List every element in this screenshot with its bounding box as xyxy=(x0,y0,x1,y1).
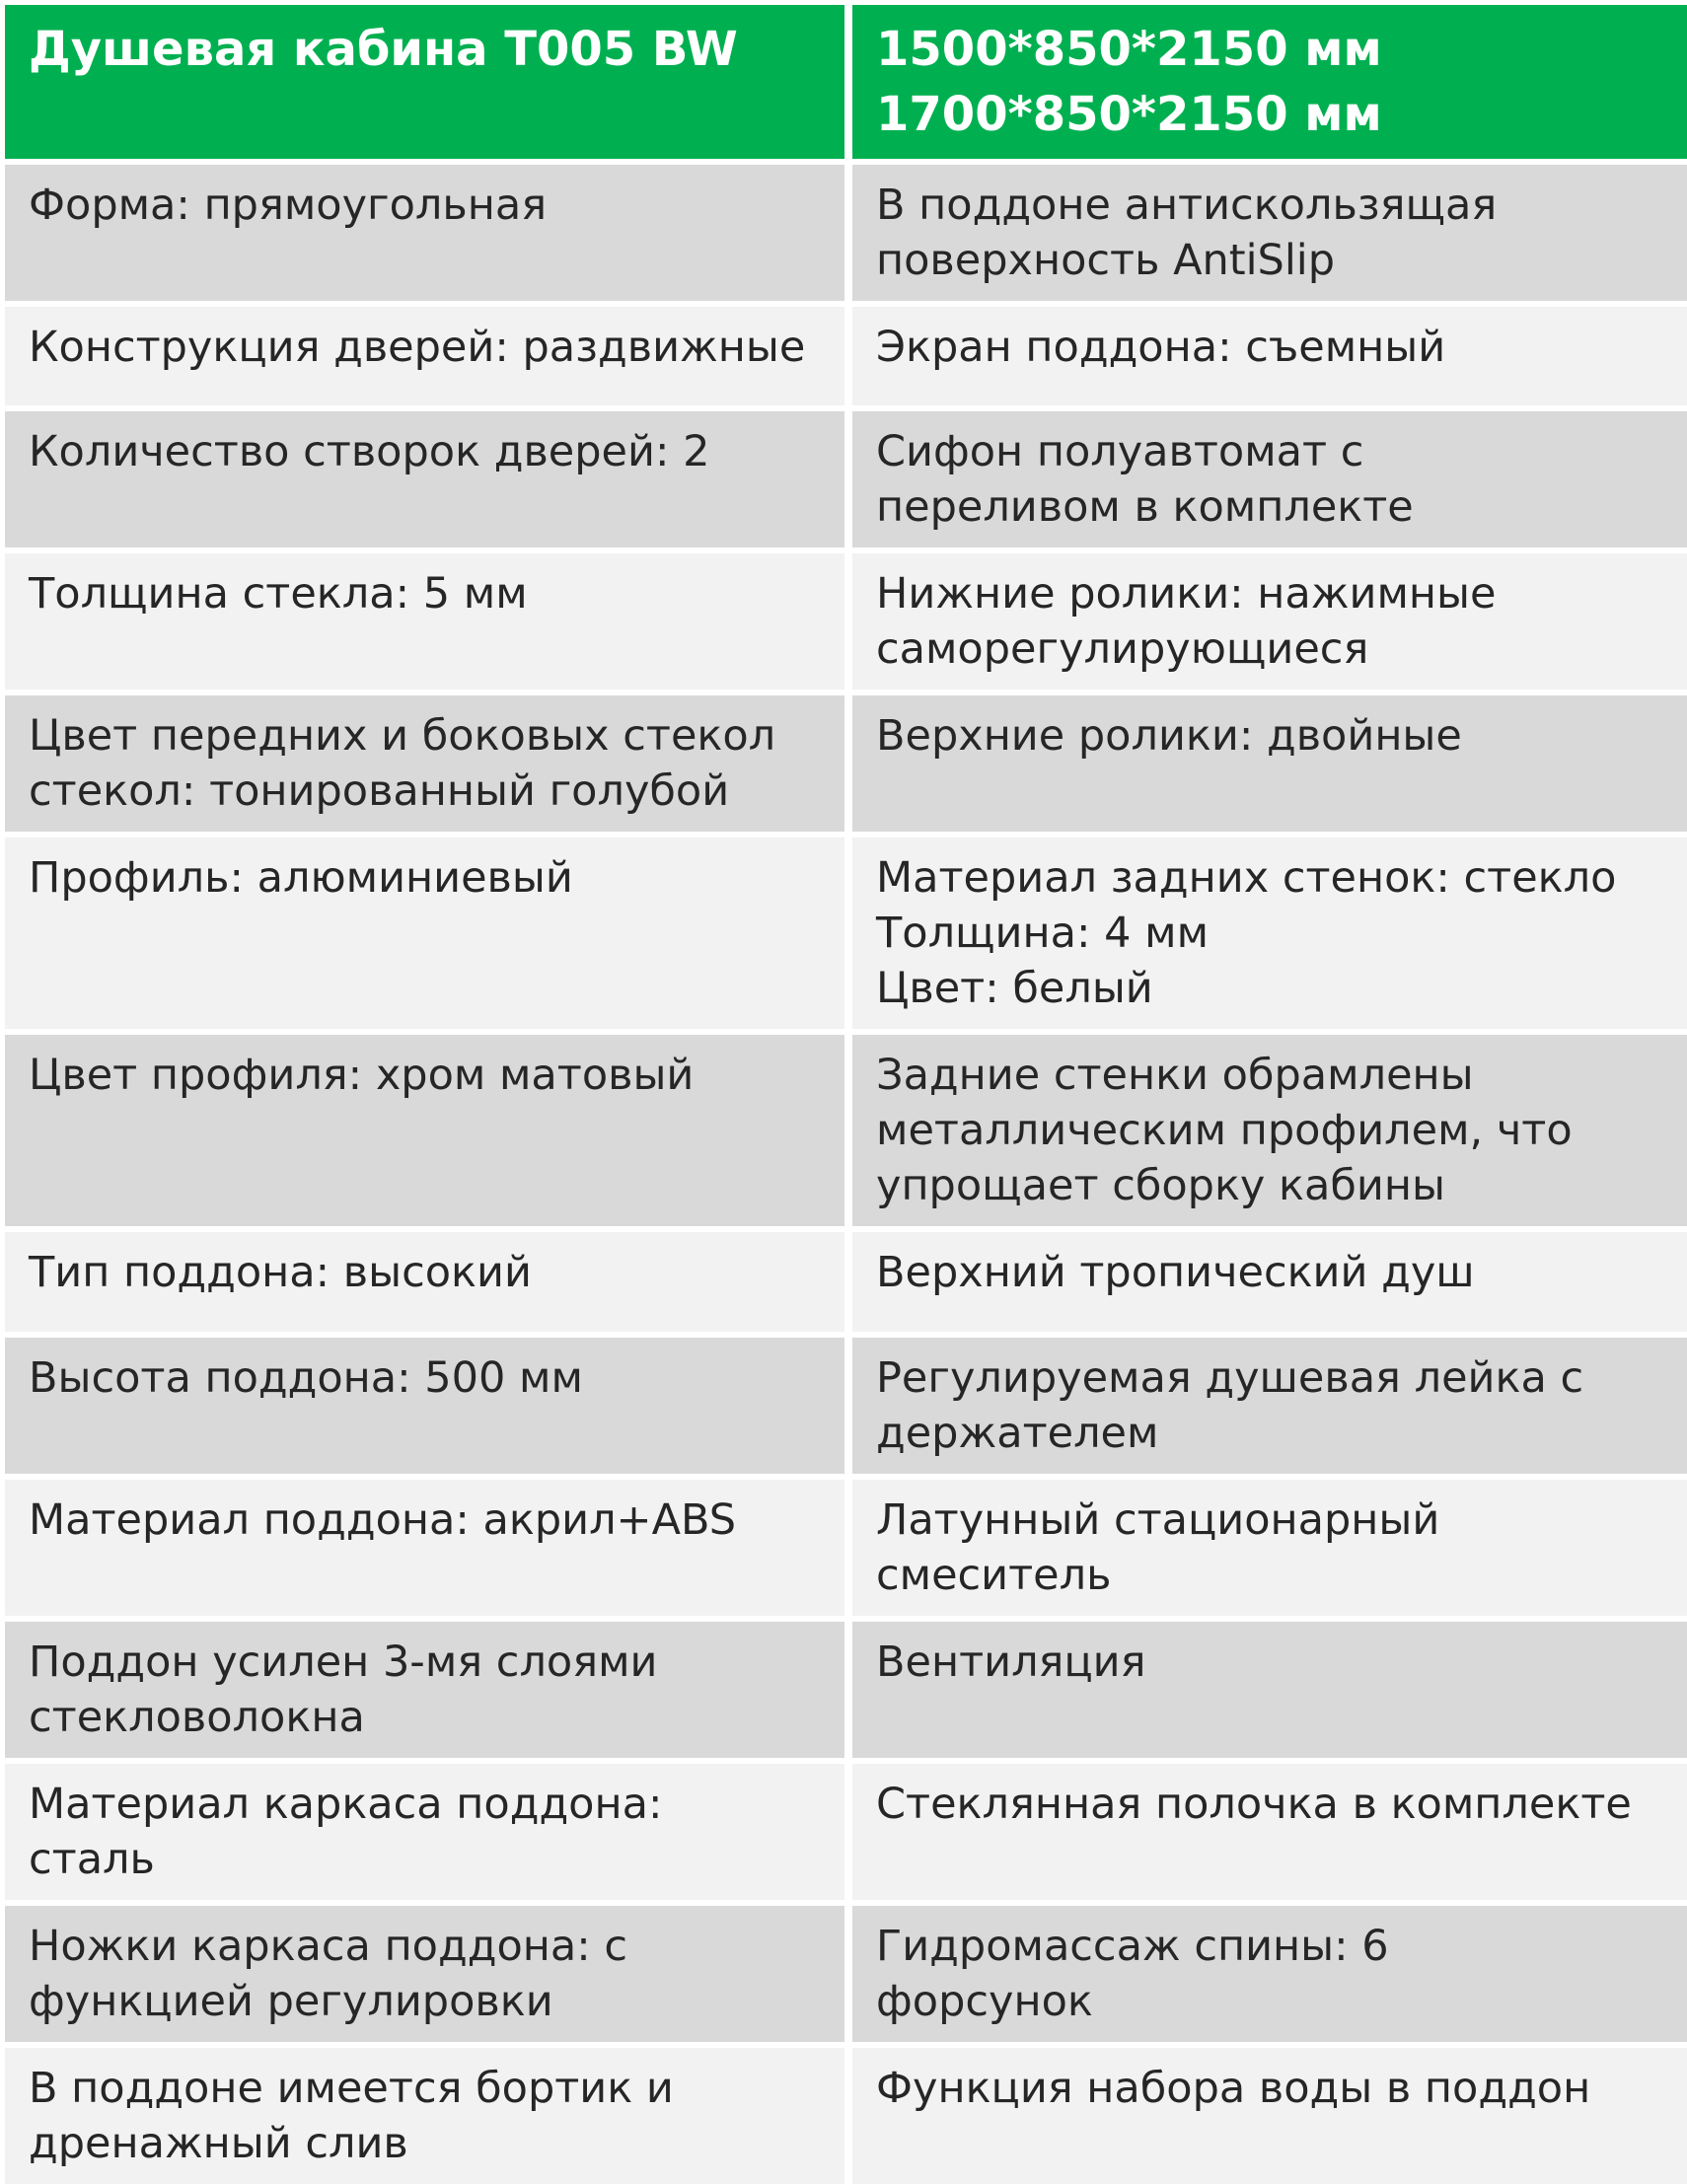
spec-cell-right: Стеклянная полочка в комплекте xyxy=(852,1764,1687,1900)
spec-cell-right: Материал задних стенок: стекло Толщина: 4 мм Цвет: белый xyxy=(852,837,1687,1029)
spec-cell-left: Поддон усилен 3-мя слоями стекловолокна xyxy=(5,1622,844,1758)
spec-cell-left: Толщина стекла: 5 мм xyxy=(5,553,844,690)
spec-cell-left: В поддоне имеется бортик и дренажный слив xyxy=(5,2048,844,2184)
spec-cell-right: Верхние ролики: двойные xyxy=(852,695,1687,832)
spec-cell-right: Вентиляция xyxy=(852,1622,1687,1758)
spec-cell-left: Профиль: алюминиевый xyxy=(5,837,844,1029)
spec-cell-left: Форма: прямоугольная xyxy=(5,165,844,301)
header-sizes: 1500*850*2150 мм 1700*850*2150 мм xyxy=(852,5,1687,159)
spec-cell-left: Цвет передних и боковых стекол стекол: тонированный голубой xyxy=(5,695,844,832)
spec-cell-right: Экран поддона: съемный xyxy=(852,307,1687,405)
spec-cell-left: Ножки каркаса поддона: с функцией регулировки xyxy=(5,1906,844,2042)
spec-cell-right: Латунный стационарный смеситель xyxy=(852,1480,1687,1616)
spec-cell-right: Гидромассаж спины: 6 форсунок xyxy=(852,1906,1687,2042)
spec-cell-right: Сифон полуавтомат с переливом в комплекте xyxy=(852,411,1687,547)
spec-cell-left: Конструкция дверей: раздвижные xyxy=(5,307,844,405)
spec-cell-left: Цвет профиля: хром матовый xyxy=(5,1035,844,1226)
spec-cell-left: Высота поддона: 500 мм xyxy=(5,1338,844,1474)
spec-cell-left: Материал поддона: акрил+ABS xyxy=(5,1480,844,1616)
spec-cell-left: Количество створок дверей: 2 xyxy=(5,411,844,547)
spec-cell-right: Задние стенки обрамлены металлическим профилем, что упрощает сборку кабины xyxy=(852,1035,1687,1226)
spec-cell-right: Нижние ролики: нажимные саморегулирующиеся xyxy=(852,553,1687,690)
spec-cell-right: Функция набора воды в поддон xyxy=(852,2048,1687,2184)
header-model: Душевая кабина T005 BW xyxy=(5,5,844,159)
spec-cell-right: Регулируемая душевая лейка с держателем xyxy=(852,1338,1687,1474)
spec-cell-left: Тип поддона: высокий xyxy=(5,1232,844,1332)
spec-cell-right: В поддоне антискользящая поверхность AntiSlip xyxy=(852,165,1687,301)
spec-cell-right: Верхний тропический душ xyxy=(852,1232,1687,1332)
spec-cell-left: Материал каркаса поддона: сталь xyxy=(5,1764,844,1900)
